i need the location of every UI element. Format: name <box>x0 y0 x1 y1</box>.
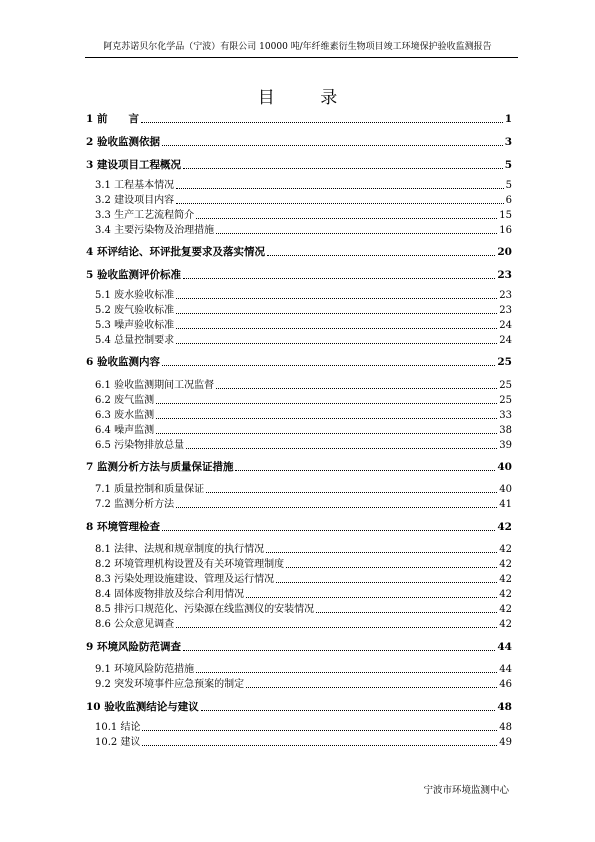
toc-dot-leader <box>316 612 497 613</box>
toc-entry-page-number: 42 <box>499 574 512 585</box>
toc-dot-leader <box>176 343 497 344</box>
toc-entry[interactable] <box>86 393 512 407</box>
toc-entry[interactable] <box>86 497 512 511</box>
toc-entry[interactable] <box>86 318 512 332</box>
toc-dot-leader <box>216 388 497 389</box>
toc-dot-leader <box>162 145 503 146</box>
toc-dot-leader <box>286 567 497 568</box>
toc-entry[interactable] <box>86 378 512 392</box>
toc-entry-page-number: 5 <box>505 180 512 191</box>
toc-dot-leader <box>142 730 497 731</box>
toc-entry[interactable] <box>86 700 512 714</box>
toc-entry[interactable] <box>86 677 512 691</box>
toc-entry-page-number: 46 <box>499 679 512 690</box>
toc-entry-page-number: 25 <box>497 356 512 368</box>
toc-entry-page-number: 49 <box>499 737 512 748</box>
toc-entry-page-number: 44 <box>497 641 512 653</box>
toc-entry-label: 7 监测分析方法与质量保证措施 <box>86 461 234 473</box>
toc-entry[interactable] <box>86 482 512 496</box>
toc-dot-leader <box>176 313 497 314</box>
toc-entry-label: 10.1 结论 <box>95 722 141 733</box>
toc-entry[interactable] <box>86 720 512 734</box>
toc-entry[interactable] <box>86 288 512 302</box>
toc-dot-leader <box>156 418 497 419</box>
toc-entry[interactable] <box>86 303 512 317</box>
footer-organization: 宁波市环境监测中心 <box>423 785 509 796</box>
toc-entry-label: 6.4 噪声监测 <box>95 425 155 436</box>
toc-entry-label: 7.1 质量控制和质量保证 <box>95 484 205 495</box>
toc-entry-page-number: 42 <box>497 521 512 533</box>
toc-entry-label: 6.3 废水监测 <box>95 410 155 421</box>
toc-dot-leader <box>246 687 497 688</box>
toc-entry[interactable] <box>86 520 512 534</box>
toc-entry-page-number: 23 <box>499 290 512 301</box>
toc-entry-label: 6.1 验收监测期间工况监督 <box>95 380 215 391</box>
toc-entry-page-number: 39 <box>499 440 512 451</box>
toc-entry-page-number: 42 <box>499 544 512 555</box>
toc-entry-label: 10.2 建议 <box>95 737 141 748</box>
toc-entry-page-number: 24 <box>499 335 512 346</box>
table-of-contents <box>86 0 512 842</box>
toc-dot-leader <box>201 710 496 711</box>
toc-entry-page-number: 44 <box>499 664 512 675</box>
toc-entry-label: 8 环境管理检查 <box>86 521 160 533</box>
toc-entry-label: 8.3 污染处理设施建设、管理及运行情况 <box>95 574 275 585</box>
toc-entry-label: 9 环境风险防范调查 <box>86 641 181 653</box>
toc-entry-page-number: 38 <box>499 425 512 436</box>
toc-entry-page-number: 42 <box>499 559 512 570</box>
toc-entry-page-number: 3 <box>504 136 512 148</box>
toc-entry[interactable] <box>86 572 512 586</box>
toc-entry-label: 4 环评结论、环评批复要求及落实情况 <box>86 246 265 258</box>
toc-entry[interactable] <box>86 268 512 282</box>
toc-dot-leader <box>162 530 495 531</box>
toc-entry-page-number: 23 <box>497 269 512 281</box>
toc-entry-page-number: 42 <box>499 589 512 600</box>
toc-entry[interactable] <box>86 245 512 259</box>
toc-entry-page-number: 15 <box>499 210 512 221</box>
toc-entry-label: 8.6 公众意见调查 <box>95 619 175 630</box>
toc-entry[interactable] <box>86 640 512 654</box>
toc-entry[interactable] <box>86 735 512 749</box>
toc-entry-page-number: 25 <box>499 395 512 406</box>
toc-dot-leader <box>276 582 497 583</box>
toc-entry-label: 5.1 废水验收标准 <box>95 290 175 301</box>
toc-entry-page-number: 48 <box>497 701 512 713</box>
toc-entry[interactable] <box>86 223 512 237</box>
toc-entry[interactable] <box>86 617 512 631</box>
toc-entry-page-number: 5 <box>504 159 512 171</box>
toc-entry-label: 8.5 排污口规范化、污染源在线监测仪的安装情况 <box>95 604 315 615</box>
toc-dot-leader <box>235 470 495 471</box>
toc-entry-page-number: 42 <box>499 619 512 630</box>
toc-dot-leader <box>176 203 504 204</box>
toc-entry[interactable] <box>86 587 512 601</box>
toc-entry-label: 8.1 法律、法规和规章制度的执行情况 <box>95 544 265 555</box>
toc-entry-page-number: 16 <box>499 225 512 236</box>
toc-dot-leader <box>156 433 497 434</box>
toc-entry[interactable] <box>86 602 512 616</box>
toc-entry[interactable] <box>86 178 512 192</box>
toc-dot-leader <box>196 218 497 219</box>
toc-entry-label: 6.2 废气监测 <box>95 395 155 406</box>
toc-entry-page-number: 20 <box>497 246 512 258</box>
page-title: 目 录 <box>257 88 358 108</box>
toc-dot-leader <box>186 448 497 449</box>
toc-entry-page-number: 24 <box>499 320 512 331</box>
toc-entry[interactable] <box>86 423 512 437</box>
toc-entry[interactable] <box>86 542 512 556</box>
toc-entry[interactable] <box>86 193 512 207</box>
toc-entry-label: 3 建设项目工程概况 <box>86 159 181 171</box>
toc-entry-label: 5.2 废气验收标准 <box>95 305 175 316</box>
toc-dot-leader <box>267 255 495 256</box>
toc-entry[interactable] <box>86 333 512 347</box>
toc-entry-label: 2 验收监测依据 <box>86 136 160 148</box>
toc-entry-page-number: 1 <box>504 113 512 125</box>
toc-dot-leader <box>206 492 497 493</box>
toc-entry-page-number: 41 <box>499 499 512 510</box>
toc-entry-page-number: 42 <box>499 604 512 615</box>
toc-entry-label: 6.5 污染物排放总量 <box>95 440 185 451</box>
toc-dot-leader <box>246 597 497 598</box>
toc-entry-label: 3.2 建设项目内容 <box>95 195 175 206</box>
toc-entry[interactable] <box>86 208 512 222</box>
toc-dot-leader <box>216 233 497 234</box>
toc-entry-page-number: 25 <box>499 380 512 391</box>
toc-entry-label: 5 验收监测评价标准 <box>86 269 181 281</box>
toc-dot-leader <box>183 278 495 279</box>
toc-entry-label: 9.2 突发环境事件应急预案的制定 <box>95 679 245 690</box>
toc-dot-leader <box>162 365 495 366</box>
toc-entry-page-number: 40 <box>499 484 512 495</box>
toc-entry[interactable] <box>86 662 512 676</box>
toc-entry[interactable] <box>86 557 512 571</box>
toc-dot-leader <box>141 122 503 123</box>
toc-entry-label: 1 前 言 <box>86 113 139 125</box>
toc-dot-leader <box>266 552 497 553</box>
toc-dot-leader <box>183 168 503 169</box>
toc-entry[interactable] <box>86 135 512 149</box>
toc-entry-label: 6 验收监测内容 <box>86 356 160 368</box>
toc-entry-page-number: 48 <box>499 722 512 733</box>
toc-entry-label: 8.2 环境管理机构设置及有关环境管理制度 <box>95 559 285 570</box>
toc-entry-label: 3.1 工程基本情况 <box>95 180 175 191</box>
running-header: 阿克苏诺贝尔化学品（宁波）有限公司 10000 吨/年纤维素衍生物项目竣工环境保护验收监测报告 <box>103 42 492 52</box>
toc-dot-leader <box>176 507 497 508</box>
toc-entry-label: 5.4 总量控制要求 <box>95 335 175 346</box>
toc-entry[interactable] <box>86 460 512 474</box>
toc-dot-leader <box>176 328 497 329</box>
toc-entry[interactable] <box>86 112 512 126</box>
toc-entry-label: 3.3 生产工艺流程简介 <box>95 210 195 221</box>
toc-entry-page-number: 40 <box>497 461 512 473</box>
toc-entry[interactable] <box>86 408 512 422</box>
toc-dot-leader <box>176 298 497 299</box>
toc-entry-label: 8.4 固体废物排放及综合利用情况 <box>95 589 245 600</box>
toc-entry-label: 5.3 噪声验收标准 <box>95 320 175 331</box>
toc-dot-leader <box>196 672 497 673</box>
toc-entry[interactable] <box>86 158 512 172</box>
toc-dot-leader <box>183 650 495 651</box>
toc-dot-leader <box>142 745 497 746</box>
toc-entry-page-number: 6 <box>505 195 512 206</box>
toc-dot-leader <box>176 188 504 189</box>
toc-entry[interactable] <box>86 438 512 452</box>
toc-dot-leader <box>156 403 497 404</box>
toc-dot-leader <box>176 627 497 628</box>
toc-entry-label: 7.2 监测分析方法 <box>95 499 175 510</box>
toc-entry-page-number: 33 <box>499 410 512 421</box>
toc-entry-label: 10 验收监测结论与建议 <box>86 701 199 713</box>
toc-entry[interactable] <box>86 355 512 369</box>
toc-entry-page-number: 23 <box>499 305 512 316</box>
toc-entry-label: 3.4 主要污染物及治理措施 <box>95 225 215 236</box>
toc-entry-label: 9.1 环境风险防范措施 <box>95 664 195 675</box>
